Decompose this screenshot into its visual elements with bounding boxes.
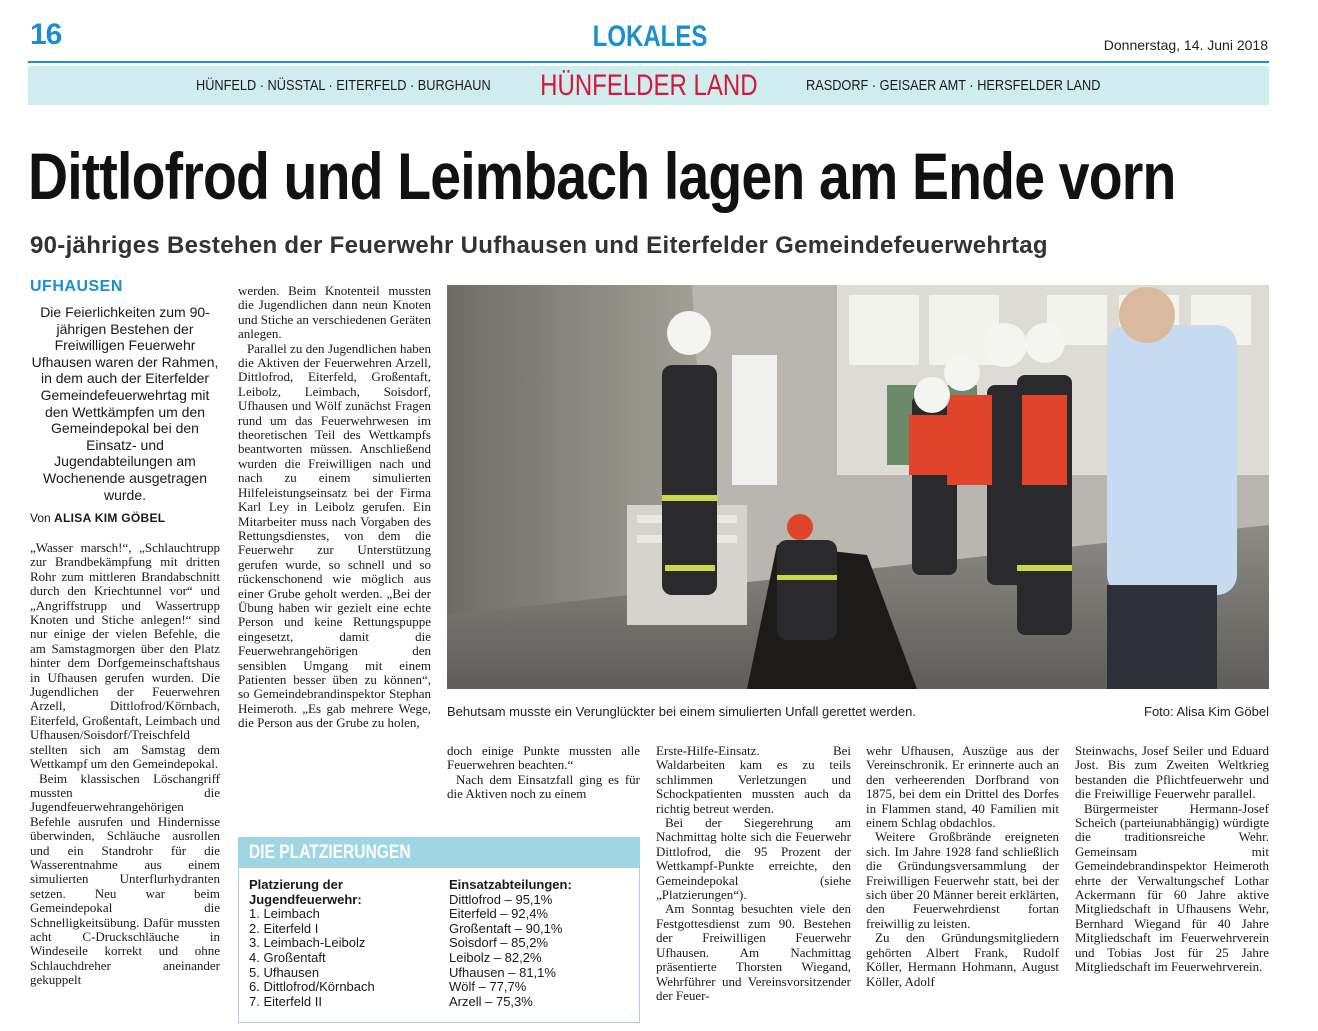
ranking-item: Ufhausen – 81,1% [449, 964, 556, 980]
body-column-6 [1075, 744, 1269, 975]
ranking-item: Wölf – 77,7% [449, 979, 527, 995]
paragraph: Weitere Großbrände ereigneten sich. Im Jahre 1928 fand schließlich die Gründungsversammlung der Freiwilligen Feuerwehr statt, bei der sich über 20 Männer bereit erklärten, den Feuerwehrdienst fortan freiwillig zu leisten. [866, 829, 1059, 931]
paragraph: Am Sonntag besuchten viele den Festgottesdienst zum 90. Bestehen der Freiwilligen Feuerwehr Ufhausen. Am Nachmittag präsentierte Thorsten Wiegand, Wehrführer und Vereinsvorsitzender der Feuer- [656, 901, 851, 1003]
youth-rankings [249, 878, 424, 1009]
ranking-item: 1. Leimbach [249, 906, 320, 922]
ranking-item: Eiterfeld – 92,4% [449, 906, 549, 922]
region-towns-right: RASDORF · GEISAER AMT · HERSFELDER LAND [806, 77, 1101, 94]
ranking-item: Großentaft – 90,1% [449, 920, 563, 936]
region-name: HÜNFELDER LAND [539, 68, 758, 102]
paragraph: wehr Ufhausen, Auszüge aus der Vereinschronik. Er erinnerte auch an den verheerenden Dorfbrand von 1875, bei dem ein Drittel des Dorfes in Flammen stand, 40 Familien mit einem Schlag obdachlos. [866, 743, 1059, 831]
page-number: 16 [30, 18, 62, 51]
ranking-item: Arzell – 75,3% [449, 993, 533, 1009]
article-subheadline: 90-jähriges Bestehen der Feuerwehr Uufhausen und Eiterfelder Gemeindefeuerwehrtag [30, 232, 1048, 259]
ranking-item: 4. Großentaft [249, 949, 326, 965]
masthead-rule [28, 61, 1269, 63]
ranking-item: 7. Eiterfeld II [249, 993, 322, 1009]
ranking-item: Soisdorf – 85,2% [449, 935, 549, 951]
body-column-5 [866, 744, 1059, 989]
region-towns-left: HÜNFELD · NÜSSTAL · EITERFELD · BURGHAUN [196, 77, 491, 94]
article-kicker: UFHAUSEN [30, 278, 123, 295]
ranking-item: Leibolz – 82,2% [449, 949, 542, 965]
youth-rankings-title: Platzierung der Jugendfeuerwehr: [249, 877, 362, 907]
paragraph: Zu den Gründungsmitgliedern gehörten Albert Frank, Rudolf Köller, Hermann Hohmann, August Köller, Adolf [866, 930, 1059, 989]
article-teaser: Die Feierlichkeiten zum 90-jährigen Bestehen der Freiwilligen Feuerwehr Ufhausen waren der Rahmen, in dem auch der Eiterfelder Gemeindefeuerwehrtag mit den Wettkämpfen um den Gemeindepokal bei den Einsatz- und Jugendabteilungen am Wochenende ausgetragen wurde. [31, 304, 219, 503]
paragraph: Nach dem Einsatzfall ging es für die Aktiven noch zu einem [447, 771, 640, 802]
paragraph: „Wasser marsch!“, „Schlauchtrupp zur Brandbekämpfung mit dritten Rohr zum mittleren Brandabschnitt durch den Kriechtunnel vor“ und „Angriffstrupp und Wassertrupp Knoten und Stiche anlegen!“ sind nur einige der vielen Befehle, die am Samstagmorgen über den Platz hinter dem Dorfgemeinschaftshaus in Ufhausen gerufen wurden. Die Jugendlichen der Feuerwehren Arzell, Dittlofrod/Körnbach, Eiterfeld, Großentaft, Leimbach und Ufhausen/Soisdorf/Treischfeld stellten sich am Samstag dem Wettkampf um den Gemeindepokal. [30, 540, 220, 772]
active-rankings [449, 878, 629, 1009]
article-byline [30, 511, 165, 525]
paragraph: doch einige Punkte mussten alle Feuerwehren beachten.“ [447, 743, 640, 773]
section-title: LOKALES [592, 20, 708, 53]
paragraph: Beim klassischen Löschangriff mussten die Jugendfeuerwehrangehörigen Befehle ausrufen und Hindernisse überwinden, Schläuche ausrollen und ein Standrohr für die Wasserentnahme aus einem simulierten Unterflurhydranten setzen. Neu war beim Gemeindepokal die Schnelligkeitsübung. Dafür mussten acht C-Druckschläuche in Windeseile korrekt und ohne Schlauchdreher aneinander gekuppelt [30, 770, 220, 988]
paragraph: werden. Beim Knotenteil mussten die Jugendlichen dann neun Knoten und Stiche an verschiedenen Geräten anlegen. [238, 283, 431, 342]
ranking-item: 2. Eiterfeld I [249, 920, 319, 936]
photo-caption: Behutsam musste ein Verunglückter bei einem simulierten Unfall gerettet werden. [447, 704, 916, 719]
article-headline: Dittlofrod und Leimbach lagen am Ende vorn [28, 139, 1176, 213]
ranking-item: 3. Leimbach-Leibolz [249, 935, 366, 951]
paragraph: Parallel zu den Jugendlichen haben die Aktiven der Feuerwehren Arzell, Dittlofrod, Eiterfeld, Großentaft, Leibolz, Leimbach, Soisdorf, Ufhausen und Wölf zunächst Fragen rund um das Feuerwehrwesen im theoretischen Teil des Wettkampfs beantworten müssen. Anschließend wurden die Freiwilligen nach und nach zu einem simulierten Hilfeleistungseinsatz bei der Firma Karl Ley in Leibolz gerufen. Ein Mitarbeiter muss nach Vorgaben des Rettungsdienstes, von dem die Feuerwehr zur Unterstützung gerufen wurde, so schnell und so rückenschonend wie möglich aus einer Grube geholt werden. „Bei der Übung haben wir gezielt eine echte Person und keine Rettungspuppe eingesetzt, damit die Feuerwehrangehörigen den sensiblen Umgang mit einem Patienten besser üben zu können“, so Gemeindebrandinspektor Stephan Heimeroth. „Es gab mehrere Wege, die Person aus der Grube zu holen, [238, 340, 431, 731]
region-bar [28, 66, 1269, 105]
photo-credit: Foto: Alisa Kim Göbel [1144, 704, 1269, 719]
rankings-heading: DIE PLATZIERUNGEN [249, 842, 411, 863]
paragraph: Bei der Siegerehrung am Nachmittag holte sich die Feuerwehr Dittlofrod, die 95 Prozent der Wettkampf-Punkte erreichte, den Gemeindepokal (siehe „Platzierungen“). [656, 815, 851, 903]
paragraph: Steinwachs, Josef Seiler und Eduard Jost. Bis zum Zweiten Weltkrieg bestanden die Pflichtfeuerwehr und die Freiwillige Feuerwehr parallel. [1075, 743, 1269, 802]
body-column-4 [656, 744, 851, 1003]
byline-prefix: Von [30, 511, 51, 525]
rankings-box [238, 837, 640, 1023]
byline-author: ALISA KIM GÖBEL [54, 511, 166, 525]
firefighters-rescue-photo [447, 285, 1269, 689]
ranking-item: Dittlofrod – 95,1% [449, 891, 553, 907]
active-rankings-title: Einsatzabteilungen: [449, 877, 572, 892]
article-photo [447, 285, 1269, 689]
issue-date: Donnerstag, 14. Juni 2018 [1103, 37, 1268, 53]
ranking-item: 5. Ufhausen [249, 964, 320, 980]
rankings-header [239, 838, 639, 868]
paragraph: Bürgermeister Hermann-Josef Scheich (parteiunabhängig) würdigte die traditionsreiche Wehr. Gemeinsam mit Gemeindebrandinspektor Heimeroth ehrte der Verwaltungschef Lothar Ackermann für 60 Jahre aktive Mitgliedschaft in Ufhausens Wehr, Bernhard Wiegand für 40 Jahre Mitgliedschaft im Feuerwehrverein und Tobias Jost für 25 Jahre Mitgliedschaft im Feuerwehrverein. [1075, 800, 1269, 975]
ranking-item: 6. Dittlofrod/Körnbach [249, 979, 375, 995]
body-column-2 [238, 284, 431, 731]
body-column-3 [447, 744, 640, 802]
paragraph: Erste-Hilfe-Einsatz. Bei Waldarbeiten kam es zu teils schlimmen Verletzungen und Schockpatienten mussten auch da richtig betreut werden. [656, 743, 851, 816]
body-column-1 [30, 541, 220, 988]
